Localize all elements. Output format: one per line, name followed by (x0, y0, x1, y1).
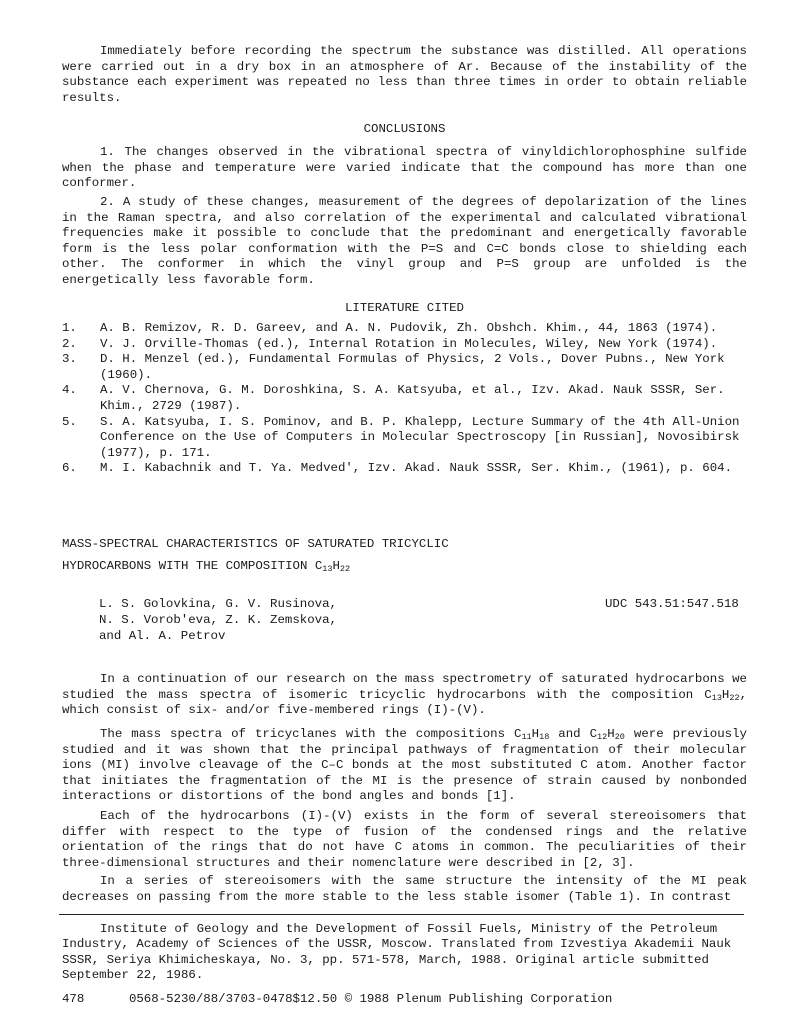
literature-heading: LITERATURE CITED (345, 301, 464, 315)
reference-text: D. H. Menzel (ed.), Fundamental Formulas of Physics, 2 Vols., Dover Pubns., New York (1960). (100, 352, 725, 382)
reference-item (62, 383, 747, 414)
reference-number: 2. (62, 336, 77, 351)
reference-text: S. A. Katsyuba, I. S. Pominov, and B. P. Khalepp, Lecture Summary of the 4th All-Union Conference on the Use of Computers in Molecular Spectroscopy [in Russian], Novosibirsk (1977), p. 171. (100, 414, 740, 460)
title-formula: $C_{13}H_{22}$ (314, 559, 351, 574)
conclusion-2: 2. A study of these changes, measurement of the degrees of depolarization of the lines in the Raman spectra, and also correlation of the experimental and calculated vibrational frequencies make it possible to conclude that the predominant and energetically favorable form is the less polar conformation with the P=S and C=C bonds close to shielding each other. The conformer in which the vinyl group and P=S group are unfolded is the energetically less favorable form. (62, 195, 747, 287)
title-prefix: HYDROCARBONS WITH THE COMPOSITION (62, 559, 315, 573)
reference-item (62, 461, 747, 477)
reference-item (62, 415, 747, 462)
institute-footnote: Institute of Geology and the Development of Fossil Fuels, Ministry of the Petroleum Industry, Academy of Sciences of the USSR, Moscow. Translated from Izvestiya Akademii Nauk SSSR, Seriya Khimicheskaya, No. 3, pp. 571-578, March, 1988. Original article submitted September 22, 1986. (62, 922, 732, 983)
reference-item (62, 337, 747, 353)
conclusion-1: 1. The changes observed in the vibrational spectra of vinyldichlorophosphine sulfide when the phase and temperature were varied indicate that the compound has more than one conformer. (62, 145, 747, 191)
reference-number: 5. (62, 414, 77, 429)
reference-list (62, 321, 747, 477)
reference-text: M. I. Kabachnik and T. Ya. Medved', Izv. Akad. Nauk SSSR, Ser. Khim., (1961), p. 604. (100, 461, 733, 476)
article-paragraph-1: In a continuation of our research on the mass spectrometry of saturated hydrocarbons we studied the mass spectra of isomeric tricyclic hydrocarbons with the composition $C_{13}H_{22}$, which consist of six- and/or five-membered rings (I)-(V). (62, 672, 747, 718)
reference-text: V. J. Orville-Thomas (ed.), Internal Rotation in Molecules, Wiley, New York (1974). (100, 336, 718, 351)
reference-number: 1. (62, 321, 77, 335)
intro-paragraph: Immediately before recording the spectrum the substance was distilled. All operations were carried out in a dry box in an atmosphere of Ar. Because of the instability of the substance each experiment was repeated no less than three times in order to obtain reliable results. (62, 44, 747, 105)
reference-number: 4. (62, 383, 77, 398)
reference-text: A. V. Chernova, G. M. Doroshkina, S. A. Katsyuba, et al., Izv. Akad. Nauk SSSR, Ser. Khim., 2729 (1987). (100, 383, 725, 413)
article-title-line-2 (62, 556, 350, 576)
page-footer (62, 992, 612, 1006)
reference-number: 6. (62, 461, 77, 476)
formula: $C_{11}H_{18}$ (514, 727, 550, 742)
author-line-3: and Al. A. Petrov (99, 629, 226, 643)
article-paragraph-2: The mass spectra of tricyclanes with the compositions $C_{11}H_{18}$ and $C_{12}H_{20}$ were previously studied and it was shown that the principal pathways of fragmentation of their molecular ions (MI) involve cleavage of the C–C bonds at the most substituted C atom. Another factor that initiates the fragmentation of the MI is the presence of strain caused by nonbonded interactions or distortions of the bond angles and bonds [1]. (62, 727, 747, 804)
formula: $C_{12}H_{20}$ (589, 727, 625, 742)
article-title-line-1: MASS-SPECTRAL CHARACTERISTICS OF SATURATED TRICYCLIC (62, 537, 449, 551)
reference-text: A. B. Remizov, R. D. Gareev, and A. N. Pudovik, Zh. Obshch. Khim., 44, 1863 (1974). (100, 321, 718, 335)
udc-code: UDC 543.51:547.518 (605, 597, 739, 611)
author-line-1: L. S. Golovkina, G. V. Rusinova, (99, 597, 337, 611)
formula: $C_{13}H_{22}$ (704, 687, 740, 703)
article-paragraph-4: In a series of stereoisomers with the same structure the intensity of the MI peak decreases on passing from the more stable to the less stable isomer (Table 1). In contrast (62, 874, 747, 904)
reference-item (62, 352, 747, 383)
page-number: 478 (62, 992, 85, 1006)
author-line-2: N. S. Vorob'eva, Z. K. Zemskova, (99, 613, 337, 627)
conclusions-heading: CONCLUSIONS (363, 122, 446, 136)
copyright-line: 0568-5230/88/3703-0478$12.50 © 1988 Plenum Publishing Corporation (128, 992, 613, 1006)
reference-item (62, 321, 747, 337)
footnote-divider (59, 914, 744, 915)
reference-number: 3. (62, 352, 77, 367)
article-paragraph-3: Each of the hydrocarbons (I)-(V) exists in the form of several stereoisomers that differ with respect to the type of fusion of the condensed rings and the relative orientation of the rings that do not have C atoms in common. The peculiarities of their three-dimensional structures and their nomenclature were described in [2, 3]. (62, 809, 747, 870)
